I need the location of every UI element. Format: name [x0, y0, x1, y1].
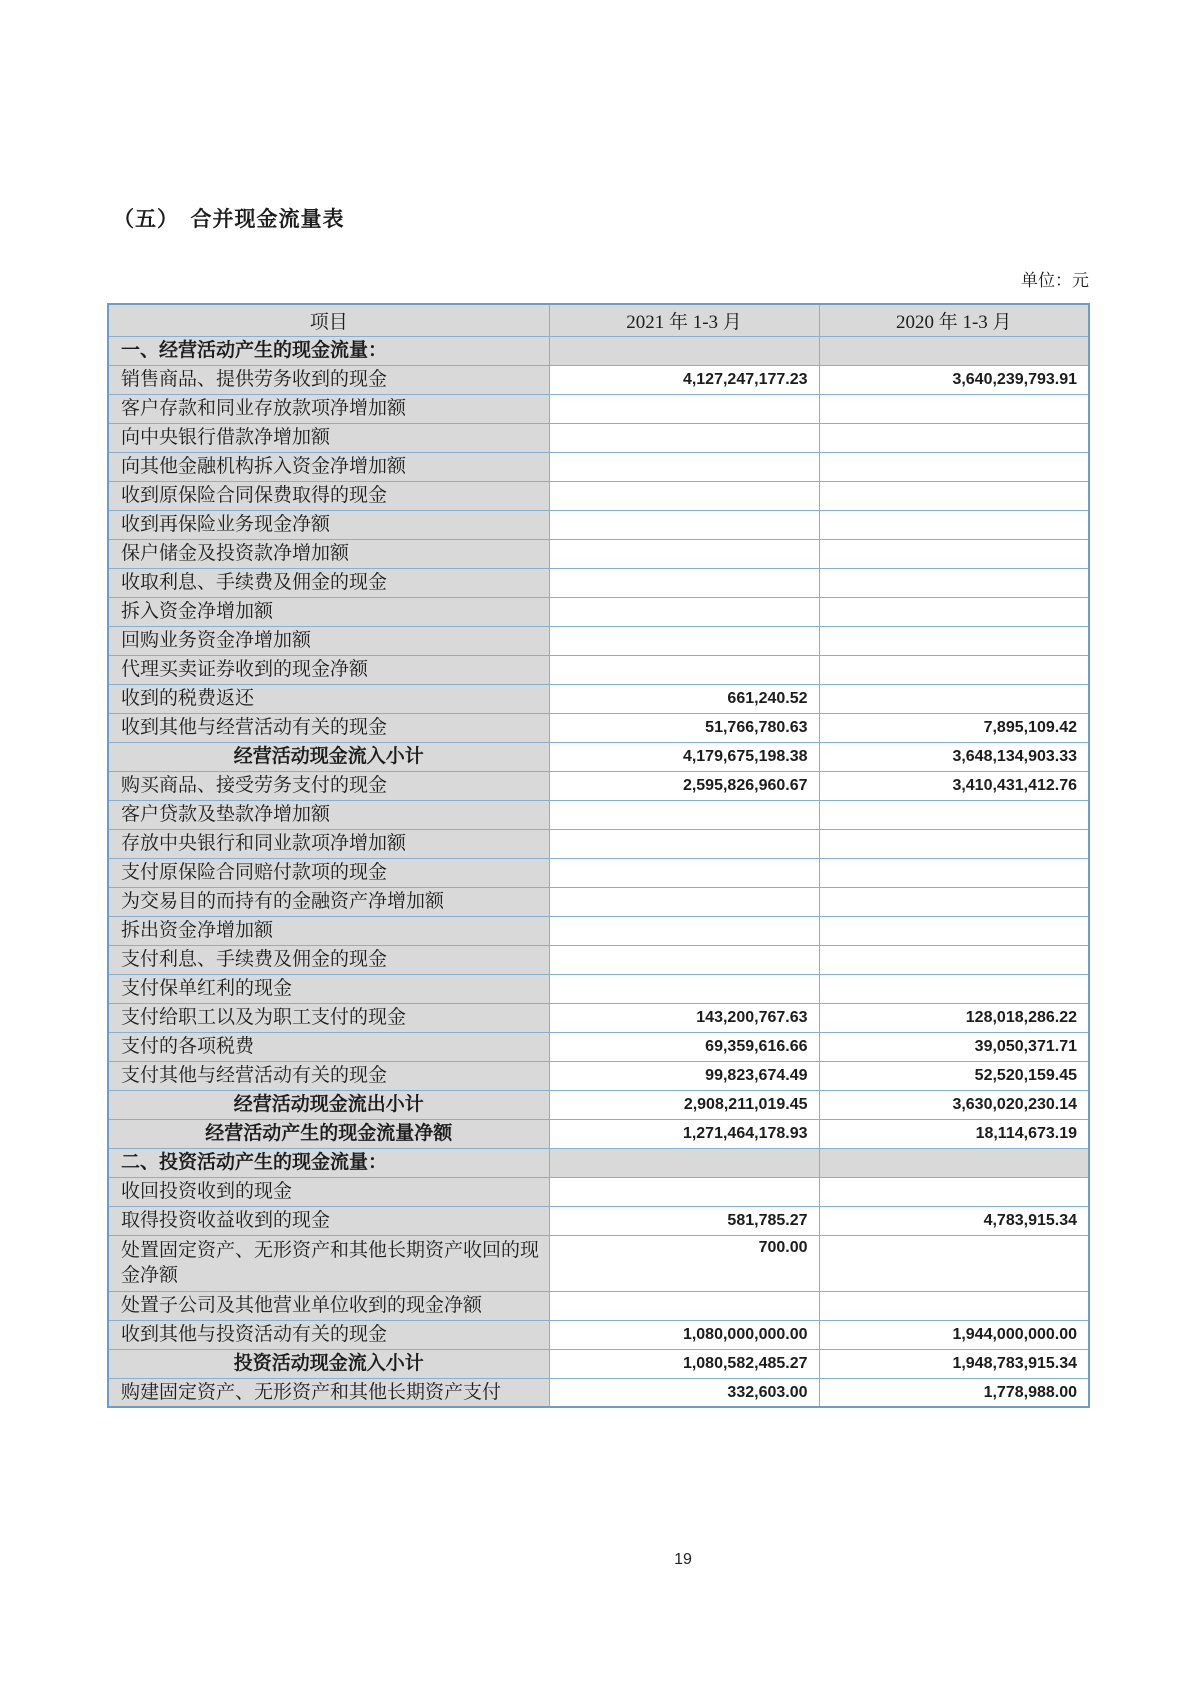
table-row: [108, 510, 1089, 539]
value-2021: 1,080,000,000.00: [549, 1320, 819, 1349]
table-row: [108, 829, 1089, 858]
value-2020: [819, 829, 1089, 858]
table-row: [108, 1003, 1089, 1032]
subtotal-row: [108, 1349, 1089, 1378]
value-2020: [819, 452, 1089, 481]
page-number: 19: [674, 1551, 692, 1568]
row-label: 客户存款和同业存放款项净增加额: [108, 394, 549, 423]
value-2020: 39,050,371.71: [819, 1032, 1089, 1061]
row-label: 购建固定资产、无形资产和其他长期资产支付: [108, 1378, 549, 1407]
table-row: [108, 626, 1089, 655]
value-2021: 143,200,767.63: [549, 1003, 819, 1032]
value-2020: 128,018,286.22: [819, 1003, 1089, 1032]
column-header-2021: 2021 年 1-3 月: [549, 304, 819, 336]
row-label: 存放中央银行和同业款项净增加额: [108, 829, 549, 858]
value-2021: [549, 481, 819, 510]
section-header-row: [108, 336, 1089, 365]
value-2020: [819, 481, 1089, 510]
table-row: [108, 1061, 1089, 1090]
table-row: [108, 568, 1089, 597]
value-2021: 332,603.00: [549, 1378, 819, 1407]
value-2020: [819, 1177, 1089, 1206]
row-label: 支付保单红利的现金: [108, 974, 549, 1003]
table-row: [108, 423, 1089, 452]
value-2021: [549, 597, 819, 626]
section-title: （五） 合并现金流量表: [113, 207, 345, 231]
row-label: 经营活动产生的现金流量净额: [108, 1119, 549, 1148]
row-label: 支付的各项税费: [108, 1032, 549, 1061]
value-2020: 4,783,915.34: [819, 1206, 1089, 1235]
row-label: 收到再保险业务现金净额: [108, 510, 549, 539]
row-label: 代理买卖证券收到的现金净额: [108, 655, 549, 684]
value-2021: [549, 655, 819, 684]
row-label: 投资活动现金流入小计: [108, 1349, 549, 1378]
table-row: [108, 887, 1089, 916]
value-2021: [549, 945, 819, 974]
table-row: [108, 597, 1089, 626]
value-2021: [549, 510, 819, 539]
table-row: [108, 916, 1089, 945]
row-label: 取得投资收益收到的现金: [108, 1206, 549, 1235]
table-row: [108, 655, 1089, 684]
section-header-row: [108, 1148, 1089, 1177]
value-2021: [549, 423, 819, 452]
row-label: 二、投资活动产生的现金流量：: [108, 1148, 549, 1177]
value-2020: [819, 800, 1089, 829]
value-2020: 7,895,109.42: [819, 713, 1089, 742]
row-label: 销售商品、提供劳务收到的现金: [108, 365, 549, 394]
row-label: 收到的税费返还: [108, 684, 549, 713]
row-label: 支付其他与经营活动有关的现金: [108, 1061, 549, 1090]
subtotal-row: [108, 1119, 1089, 1148]
table-row: [108, 945, 1089, 974]
value-2020: 1,944,000,000.00: [819, 1320, 1089, 1349]
value-2020: 1,778,988.00: [819, 1378, 1089, 1407]
column-header-item: 项目: [108, 304, 549, 336]
table-row: [108, 481, 1089, 510]
value-2021: [549, 1177, 819, 1206]
value-2020: 3,630,020,230.14: [819, 1090, 1089, 1119]
cashflow-table-body: [108, 336, 1089, 1407]
row-label: 收取利息、手续费及佣金的现金: [108, 568, 549, 597]
value-2021: [549, 452, 819, 481]
value-2021: 1,271,464,178.93: [549, 1119, 819, 1148]
value-2020: [819, 655, 1089, 684]
unit-label: 单位：元: [1021, 271, 1089, 290]
row-label: 收回投资收到的现金: [108, 1177, 549, 1206]
value-2020: [819, 887, 1089, 916]
value-2021: 4,179,675,198.38: [549, 742, 819, 771]
subtotal-row: [108, 1090, 1089, 1119]
value-2020: [819, 1291, 1089, 1320]
row-label: 回购业务资金净增加额: [108, 626, 549, 655]
row-label: 向其他金融机构拆入资金净增加额: [108, 452, 549, 481]
table-row: [108, 800, 1089, 829]
table-row: [108, 1378, 1089, 1407]
value-2021: 1,080,582,485.27: [549, 1349, 819, 1378]
row-label: 一、经营活动产生的现金流量：: [108, 336, 549, 365]
value-2021: [549, 1148, 819, 1177]
value-2021: [549, 336, 819, 365]
value-2020: 3,410,431,412.76: [819, 771, 1089, 800]
table-row: [108, 974, 1089, 1003]
subtotal-row: [108, 742, 1089, 771]
row-label: 处置固定资产、无形资产和其他长期资产收回的现金净额: [108, 1235, 549, 1291]
row-label: 收到其他与投资活动有关的现金: [108, 1320, 549, 1349]
value-2021: 4,127,247,177.23: [549, 365, 819, 394]
column-header-2020: 2020 年 1-3 月: [819, 304, 1089, 336]
value-2020: [819, 1235, 1089, 1291]
row-label: 拆出资金净增加额: [108, 916, 549, 945]
value-2021: [549, 568, 819, 597]
row-label: 经营活动现金流出小计: [108, 1090, 549, 1119]
value-2020: [819, 684, 1089, 713]
table-row: [108, 858, 1089, 887]
value-2020: [819, 626, 1089, 655]
table-row: [108, 713, 1089, 742]
value-2021: [549, 974, 819, 1003]
value-2020: 18,114,673.19: [819, 1119, 1089, 1148]
value-2020: [819, 568, 1089, 597]
row-label: 支付原保险合同赔付款项的现金: [108, 858, 549, 887]
value-2021: [549, 800, 819, 829]
row-label: 支付利息、手续费及佣金的现金: [108, 945, 549, 974]
value-2020: [819, 394, 1089, 423]
value-2021: [549, 858, 819, 887]
table-row: [108, 771, 1089, 800]
value-2020: 52,520,159.45: [819, 1061, 1089, 1090]
value-2020: 1,948,783,915.34: [819, 1349, 1089, 1378]
table-row: [108, 1235, 1089, 1291]
table-row: [108, 1206, 1089, 1235]
row-label: 向中央银行借款净增加额: [108, 423, 549, 452]
value-2020: [819, 945, 1089, 974]
value-2021: 700.00: [549, 1235, 819, 1291]
table-row: [108, 394, 1089, 423]
value-2021: [549, 626, 819, 655]
value-2021: 2,908,211,019.45: [549, 1090, 819, 1119]
table-row: [108, 1320, 1089, 1349]
table-row: [108, 365, 1089, 394]
value-2021: 99,823,674.49: [549, 1061, 819, 1090]
row-label: 购买商品、接受劳务支付的现金: [108, 771, 549, 800]
value-2021: [549, 539, 819, 568]
row-label: 拆入资金净增加额: [108, 597, 549, 626]
row-label: 经营活动现金流入小计: [108, 742, 549, 771]
value-2021: [549, 887, 819, 916]
value-2020: [819, 336, 1089, 365]
value-2020: [819, 423, 1089, 452]
table-row: [108, 684, 1089, 713]
cashflow-table: [107, 303, 1090, 1408]
value-2021: 581,785.27: [549, 1206, 819, 1235]
row-label: 收到其他与经营活动有关的现金: [108, 713, 549, 742]
value-2021: [549, 916, 819, 945]
row-label: 为交易目的而持有的金融资产净增加额: [108, 887, 549, 916]
value-2020: 3,648,134,903.33: [819, 742, 1089, 771]
cashflow-table-header: [108, 304, 1089, 336]
value-2020: [819, 539, 1089, 568]
value-2021: [549, 1291, 819, 1320]
table-row: [108, 452, 1089, 481]
value-2021: [549, 829, 819, 858]
value-2021: [549, 394, 819, 423]
table-row: [108, 539, 1089, 568]
table-row: [108, 1177, 1089, 1206]
value-2020: [819, 510, 1089, 539]
value-2021: 2,595,826,960.67: [549, 771, 819, 800]
header-row: [108, 304, 1089, 336]
value-2020: 3,640,239,793.91: [819, 365, 1089, 394]
value-2021: 69,359,616.66: [549, 1032, 819, 1061]
value-2020: [819, 858, 1089, 887]
row-label: 保户储金及投资款净增加额: [108, 539, 549, 568]
row-label: 收到原保险合同保费取得的现金: [108, 481, 549, 510]
row-label: 处置子公司及其他营业单位收到的现金净额: [108, 1291, 549, 1320]
value-2020: [819, 597, 1089, 626]
value-2021: 661,240.52: [549, 684, 819, 713]
row-label: 客户贷款及垫款净增加额: [108, 800, 549, 829]
value-2020: [819, 974, 1089, 1003]
value-2021: 51,766,780.63: [549, 713, 819, 742]
value-2020: [819, 1148, 1089, 1177]
table-row: [108, 1032, 1089, 1061]
row-label: 支付给职工以及为职工支付的现金: [108, 1003, 549, 1032]
table-row: [108, 1291, 1089, 1320]
value-2020: [819, 916, 1089, 945]
